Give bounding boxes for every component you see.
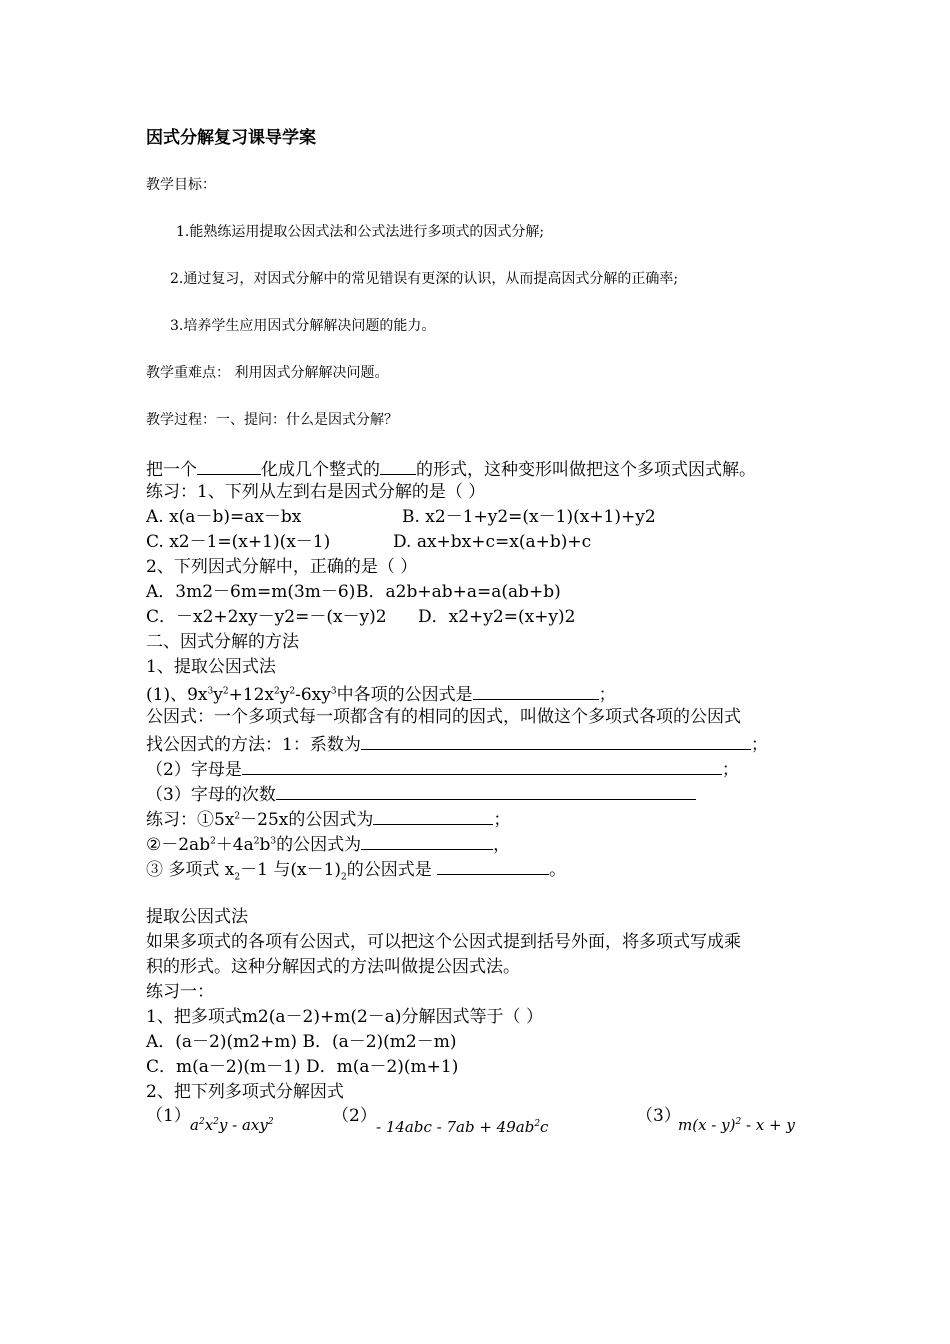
definition-a: 把一个 <box>146 460 197 480</box>
practice-text: ＋4a <box>215 835 254 855</box>
extract-heading: 提取公因式法 <box>146 907 248 927</box>
teaching-process: 教学过程：一、提问：什么是因式分解？ <box>146 412 398 428</box>
formula-1-label: （1） <box>146 1106 191 1126</box>
exercise-2-question: 2、下列因式分解中，正确的是（ ） <box>146 557 418 577</box>
formula-3: m(x - y)$^2$ - x + y <box>678 1116 795 1134</box>
practice-text: ； <box>493 810 511 830</box>
q1-text: y <box>279 685 290 705</box>
practice-text: 。 <box>549 860 567 880</box>
formula-1: $a^2x^2y - axy^2$ <box>190 1116 274 1134</box>
practice-one-question-1: 1、把多项式m2(a－2)+m(2－a)分解因式等于（ ） <box>146 1007 543 1027</box>
objective-1: 1.能熟练运用提取公因式法和公式法进行多项式的因式分解; <box>176 224 545 240</box>
objective-2: 2.通过复习，对因式分解中的常见错误有更深的认识，从而提高因式分解的正确率; <box>170 271 679 287</box>
practice-text: ③ 多项式 x <box>146 860 235 880</box>
exponent: 2 <box>234 811 241 822</box>
exercise-2-option-a: A．3m2－6m=m(3m－6) <box>146 582 356 602</box>
degree-text: （3）字母的次数 <box>146 785 276 805</box>
exercise-2-option-c: C．－x2+2xy－y2=－(x－y)2 <box>146 607 387 627</box>
practice-one-options-ab: A．(a－2)(m2+m) B．(a－2)(m2－m) <box>146 1032 457 1052</box>
q1-text: (1)、9x <box>146 685 208 705</box>
gcf-definition: 公因式：一个多项式每一项都含有的相同的因式，叫做这个多项式各项的公因式 <box>146 707 741 727</box>
practice-one-options-cd: C．m(a－2)(m－1) D．m(a－2)(m+1) <box>146 1057 459 1077</box>
practice-text: ②－2ab <box>146 835 211 855</box>
formula-2-label: （2） <box>332 1106 377 1126</box>
practice-one-heading: 练习一： <box>146 982 214 1002</box>
formula-2: - $14abc - 7ab + 49ab^2c$ <box>376 1118 549 1136</box>
extract-definition-1: 如果多项式的各项有公因式，可以把这个公因式提到括号外面，将多项式写成乘 <box>146 932 741 952</box>
objective-3: 3.培养学生应用因式分解解决问题的能力。 <box>170 318 436 334</box>
blank-line <box>361 734 751 750</box>
blank-line <box>242 759 722 775</box>
find-gcf-text: 找公因式的方法：1：系数为 <box>146 735 361 755</box>
find-gcf-line <box>146 734 768 754</box>
letters-text: （2）字母是 <box>146 760 242 780</box>
exponent: 2 <box>234 872 241 883</box>
blank-line <box>437 859 549 875</box>
q1-text: y <box>213 685 223 705</box>
blank-line <box>197 459 261 475</box>
practice-2 <box>146 834 510 854</box>
key-point: 教学重难点： 利用因式分解解决问题。 <box>146 365 389 381</box>
blank-line <box>361 834 493 850</box>
degree-line <box>146 784 696 804</box>
letters-line <box>146 759 739 779</box>
exercise-1-option-b: B. x2－1+y2=(x－1)(x+1)+y2 <box>402 507 656 527</box>
blank-line <box>373 809 493 825</box>
practice-text: －25x的公因式为 <box>240 810 374 830</box>
blank-line <box>276 784 696 800</box>
definition-b: 化成几个整式的 <box>261 460 380 480</box>
exponent: 3 <box>270 836 277 847</box>
exercise-2-option-d: D．x2+y2=(x+y)2 <box>418 607 576 627</box>
practice-text: 练习：①5x <box>146 810 235 830</box>
q1-text: 中各项的公因式是 <box>336 685 473 705</box>
exercise-1-question: 练习：1、下列从左到右是因式分解的是（ ） <box>146 482 486 502</box>
q1-text: +12x <box>228 685 275 705</box>
exercise-1-option-c: C. x2－1=(x+1)(x－1) <box>146 532 331 552</box>
exponent: 2 <box>222 686 229 697</box>
practice-text: 的公因式为 <box>276 835 362 855</box>
letters-end: ； <box>721 760 739 780</box>
definition-line <box>146 459 756 479</box>
practice-text: b <box>259 835 271 855</box>
exercise-2-option-b: B．a2b+ab+a=a(ab+b) <box>356 582 561 602</box>
objectives-heading: 教学目标： <box>146 177 216 193</box>
blank-line <box>380 459 416 475</box>
blank-line <box>473 684 599 700</box>
practice-one-question-2: 2、把下列多项式分解因式 <box>146 1082 344 1102</box>
page-title: 因式分解复习课导学案 <box>146 128 316 148</box>
practice-3 <box>146 859 566 882</box>
practice-text: －1 与(x－1) <box>240 860 342 880</box>
q1-end: ； <box>598 685 616 705</box>
practice-1 <box>146 809 510 829</box>
practice-text: ， <box>493 835 511 855</box>
method-1: 1、提取公因式法 <box>146 657 276 677</box>
q1-text: -6xy <box>295 685 331 705</box>
formula-3-label: （3） <box>636 1106 681 1126</box>
extract-definition-2: 积的形式。这种分解因式的方法叫做提公因式法。 <box>146 957 520 977</box>
exercise-1-option-a: A. x(a－b)=ax－bx <box>146 507 302 527</box>
find-gcf-end: ； <box>750 735 768 755</box>
exponent: 2 <box>289 686 296 697</box>
exponent: 3 <box>330 686 337 697</box>
exponent: 2 <box>253 836 260 847</box>
definition-c: 的形式，这种变形叫做把这个多项式因式解。 <box>416 460 756 480</box>
question-1 <box>146 684 616 704</box>
practice-text: 的公因式是 <box>346 860 438 880</box>
methods-heading: 二、因式分解的方法 <box>146 632 299 652</box>
exponent: 2 <box>341 872 347 883</box>
exponent: 3 <box>207 686 214 697</box>
exponent: 2 <box>210 836 216 847</box>
exponent: 2 <box>274 686 280 697</box>
exercise-1-option-d: D. ax+bx+c=x(a+b)+c <box>393 532 592 552</box>
